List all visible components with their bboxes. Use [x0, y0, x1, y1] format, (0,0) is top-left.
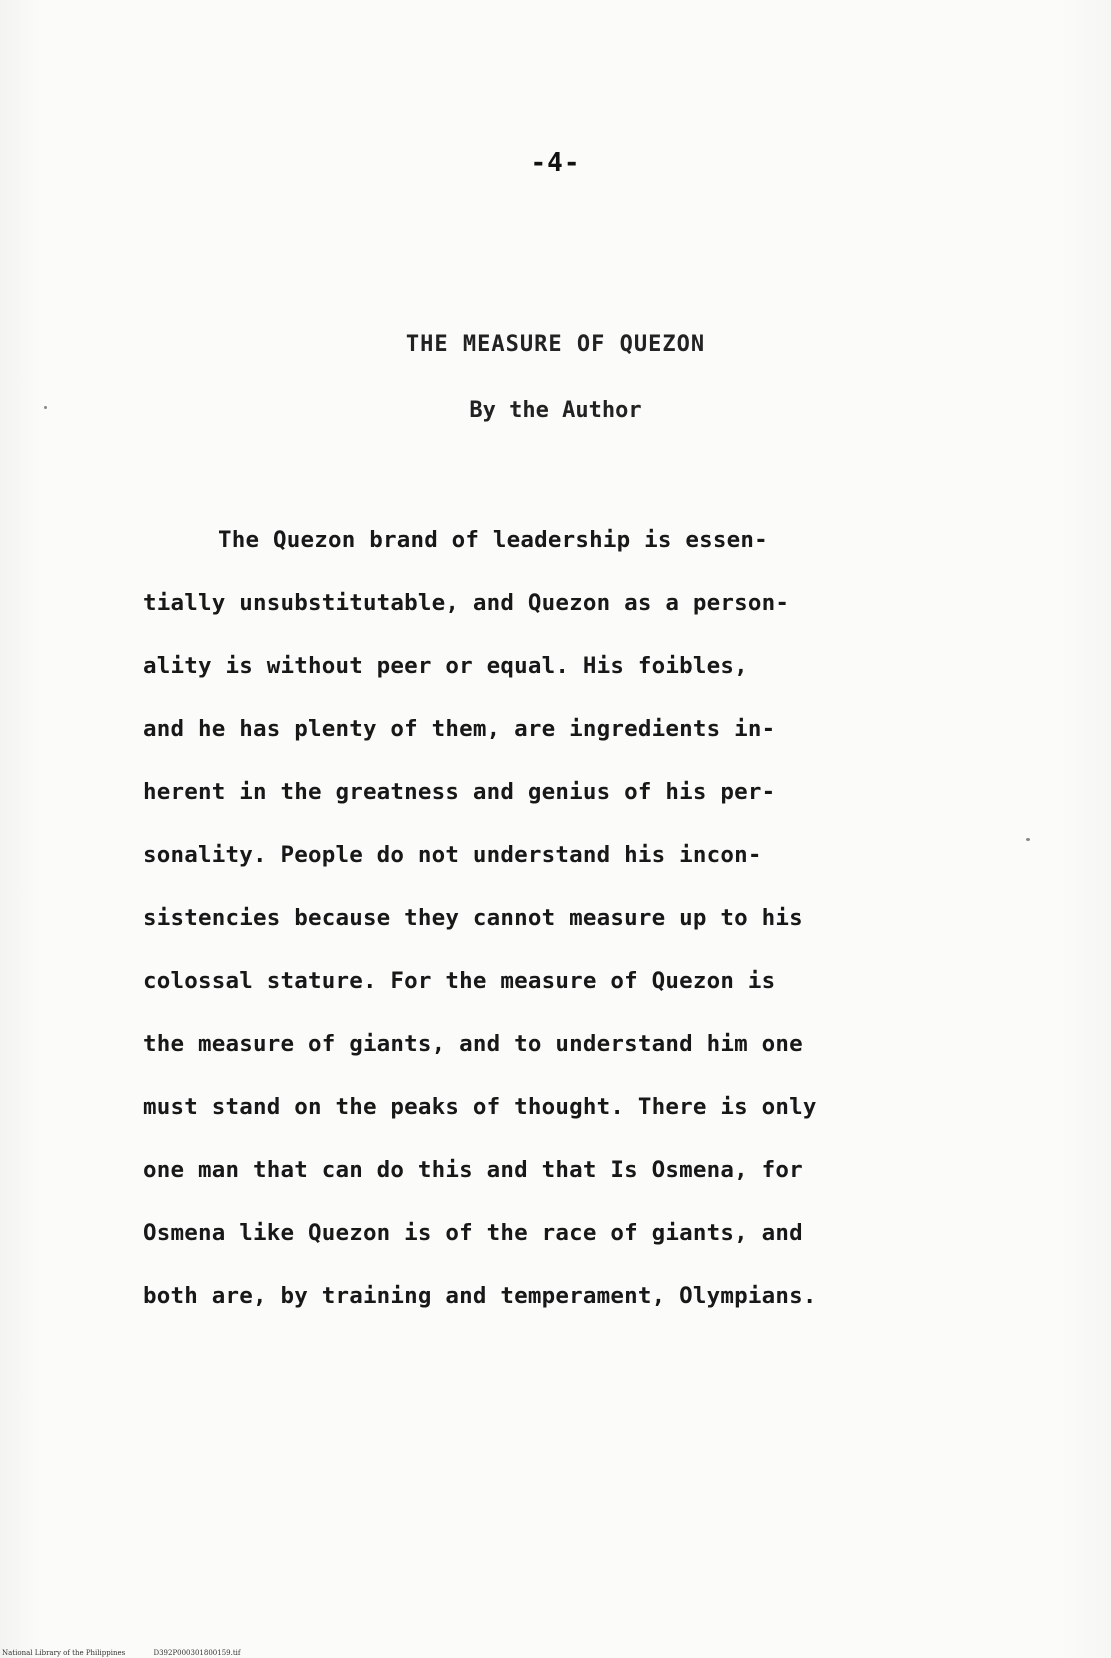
paragraph-line: must stand on the peaks of thought. There is only	[143, 1094, 817, 1120]
paragraph-line: sonality. People do not understand his incon-	[143, 842, 762, 868]
paragraph-line: one man that can do this and that Is Osmena, for	[143, 1157, 803, 1183]
body-paragraph	[143, 520, 943, 1339]
document-byline: By the Author	[469, 398, 642, 423]
paragraph-line: tially unsubstitutable, and Quezon as a person-	[143, 590, 790, 616]
paragraph-line: and he has plenty of them, are ingredients in-	[143, 716, 776, 742]
footer-file: D392P000301800159.tif	[153, 1649, 241, 1657]
paragraph-line: the measure of giants, and to understand him one	[143, 1031, 803, 1057]
paragraph-line: The Quezon brand of leadership is essen-	[218, 527, 768, 553]
paragraph-line: both are, by training and temperament, Olympians.	[143, 1283, 817, 1309]
paragraph-line: ality is without peer or equal. His foibles,	[143, 653, 748, 679]
paragraph-line: colossal stature. For the measure of Quezon is	[143, 968, 776, 994]
paragraph-line: sistencies because they cannot measure up to his	[143, 905, 803, 931]
scan-footer	[2, 1649, 266, 1657]
page-number: -4-	[530, 148, 581, 178]
scan-speck	[1026, 838, 1030, 841]
paragraph-line: Osmena like Quezon is of the race of giants, and	[143, 1220, 803, 1246]
document-title: THE MEASURE OF QUEZON	[405, 332, 706, 357]
footer-library: National Library of the Philippines	[2, 1649, 126, 1657]
paragraph-line: herent in the greatness and genius of his per-	[143, 779, 776, 805]
